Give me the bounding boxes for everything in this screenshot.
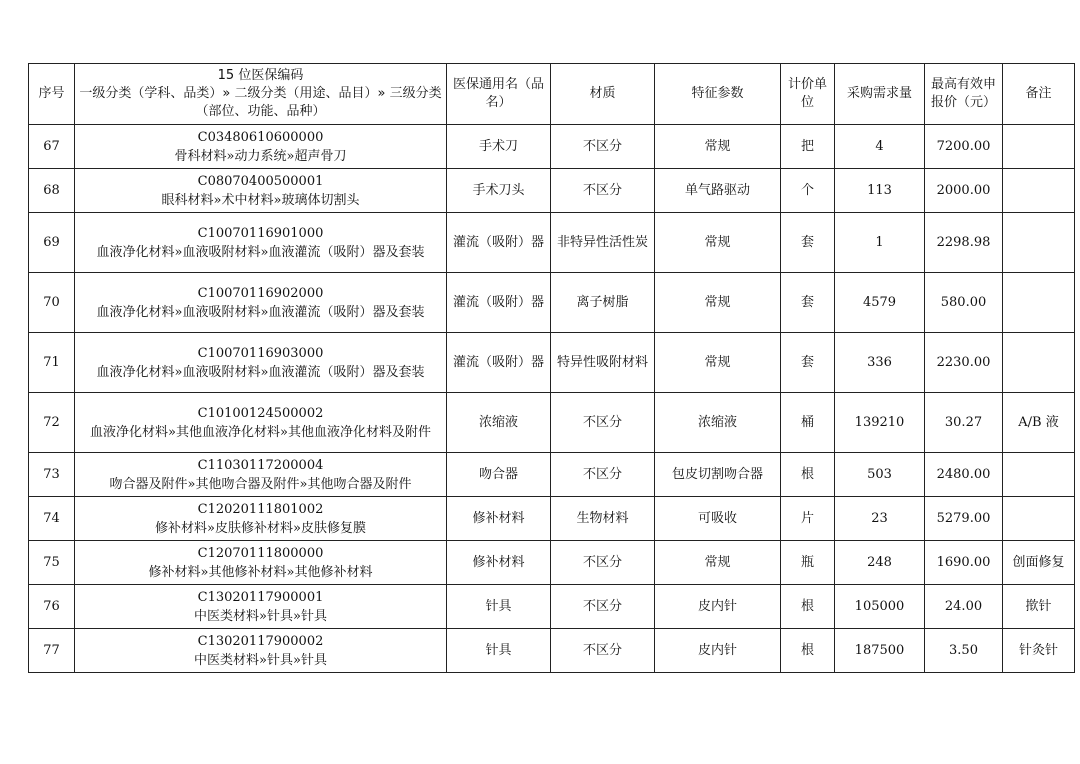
header-code-classification: 一级分类（学科、品类）» 二级分类（用途、品目）» 三级分类（部位、功能、品种） — [79, 86, 442, 119]
code-value: C10100124500002 — [197, 405, 324, 421]
cell-price: 1690.00 — [925, 541, 1003, 585]
cell-qty: 4579 — [835, 273, 925, 333]
classification-path: 修补材料»皮肤修补材料»皮肤修复膜 — [155, 520, 366, 536]
cell-qty: 105000 — [835, 585, 925, 629]
cell-note: 针灸针 — [1003, 629, 1075, 673]
classification-path: 血液净化材料»血液吸附材料»血液灌流（吸附）器及套装 — [96, 364, 425, 380]
cell-name: 灌流（吸附）器 — [447, 213, 551, 273]
cell-feature: 皮内针 — [655, 585, 781, 629]
header-unit: 计价单位 — [781, 64, 835, 125]
table-header — [29, 64, 1075, 125]
table-row — [29, 585, 1075, 629]
cell-qty: 4 — [835, 125, 925, 169]
cell-code — [75, 585, 447, 629]
cell-price: 2000.00 — [925, 169, 1003, 213]
cell-price: 5279.00 — [925, 497, 1003, 541]
cell-material: 不区分 — [551, 629, 655, 673]
cell-note — [1003, 213, 1075, 273]
cell-name: 灌流（吸附）器 — [447, 273, 551, 333]
code-value: C10070116903000 — [197, 345, 324, 361]
cell-note — [1003, 497, 1075, 541]
cell-material: 生物材料 — [551, 497, 655, 541]
cell-code — [75, 497, 447, 541]
cell-name: 灌流（吸附）器 — [447, 333, 551, 393]
cell-seq: 67 — [29, 125, 75, 169]
cell-qty: 336 — [835, 333, 925, 393]
cell-unit: 根 — [781, 453, 835, 497]
cell-feature: 包皮切割吻合器 — [655, 453, 781, 497]
cell-feature: 常规 — [655, 125, 781, 169]
cell-unit: 套 — [781, 333, 835, 393]
cell-note: 创面修复 — [1003, 541, 1075, 585]
cell-seq: 74 — [29, 497, 75, 541]
classification-path: 骨科材料»动力系统»超声骨刀 — [174, 148, 347, 164]
cell-qty: 248 — [835, 541, 925, 585]
table-row — [29, 393, 1075, 453]
cell-seq: 68 — [29, 169, 75, 213]
cell-price: 3.50 — [925, 629, 1003, 673]
cell-material: 不区分 — [551, 393, 655, 453]
cell-note — [1003, 333, 1075, 393]
cell-price: 30.27 — [925, 393, 1003, 453]
cell-material: 不区分 — [551, 585, 655, 629]
cell-code — [75, 453, 447, 497]
header-seq: 序号 — [29, 64, 75, 125]
classification-path: 中医类材料»针具»针具 — [194, 652, 327, 668]
cell-code — [75, 393, 447, 453]
code-value: C13020117900002 — [197, 633, 324, 649]
table-row — [29, 125, 1075, 169]
table-body — [29, 125, 1075, 673]
cell-code — [75, 169, 447, 213]
cell-unit: 套 — [781, 213, 835, 273]
code-value: C12020111801002 — [197, 501, 324, 517]
classification-path: 吻合器及附件»其他吻合器及附件»其他吻合器及附件 — [109, 476, 412, 492]
cell-material: 不区分 — [551, 453, 655, 497]
cell-price: 2298.98 — [925, 213, 1003, 273]
cell-code — [75, 541, 447, 585]
classification-path: 修补材料»其他修补材料»其他修补材料 — [148, 564, 373, 580]
code-value: C03480610600000 — [197, 129, 324, 145]
cell-feature: 浓缩液 — [655, 393, 781, 453]
header-code-title: 15 位医保编码 — [217, 68, 304, 83]
code-value: C11030117200004 — [197, 457, 324, 473]
code-value: C12070111800000 — [197, 545, 324, 561]
cell-qty: 503 — [835, 453, 925, 497]
cell-price: 580.00 — [925, 273, 1003, 333]
cell-seq: 69 — [29, 213, 75, 273]
cell-note — [1003, 125, 1075, 169]
cell-seq: 71 — [29, 333, 75, 393]
header-quantity: 采购需求量 — [835, 64, 925, 125]
cell-code — [75, 213, 447, 273]
header-max-price: 最高有效申报价（元） — [925, 64, 1003, 125]
cell-code — [75, 629, 447, 673]
cell-feature: 常规 — [655, 541, 781, 585]
table-row — [29, 333, 1075, 393]
classification-path: 眼科材料»术中材料»玻璃体切割头 — [161, 192, 360, 208]
cell-seq: 73 — [29, 453, 75, 497]
cell-unit: 片 — [781, 497, 835, 541]
cell-material: 离子树脂 — [551, 273, 655, 333]
table-row — [29, 541, 1075, 585]
cell-price: 7200.00 — [925, 125, 1003, 169]
cell-qty: 1 — [835, 213, 925, 273]
table-row — [29, 453, 1075, 497]
cell-name: 手术刀头 — [447, 169, 551, 213]
cell-unit: 桶 — [781, 393, 835, 453]
classification-path: 中医类材料»针具»针具 — [194, 608, 327, 624]
cell-material: 不区分 — [551, 125, 655, 169]
cell-note: A/B 液 — [1003, 393, 1075, 453]
cell-feature: 常规 — [655, 213, 781, 273]
cell-unit: 把 — [781, 125, 835, 169]
cell-seq: 77 — [29, 629, 75, 673]
cell-feature: 可吸收 — [655, 497, 781, 541]
header-note: 备注 — [1003, 64, 1075, 125]
cell-material: 不区分 — [551, 541, 655, 585]
cell-name: 针具 — [447, 585, 551, 629]
table-row — [29, 273, 1075, 333]
cell-unit: 根 — [781, 629, 835, 673]
cell-code — [75, 333, 447, 393]
cell-price: 2480.00 — [925, 453, 1003, 497]
cell-qty: 113 — [835, 169, 925, 213]
cell-material: 特异性吸附材料 — [551, 333, 655, 393]
code-value: C10070116901000 — [197, 225, 324, 241]
cell-price: 2230.00 — [925, 333, 1003, 393]
cell-seq: 75 — [29, 541, 75, 585]
cell-name: 浓缩液 — [447, 393, 551, 453]
cell-note — [1003, 169, 1075, 213]
cell-material: 不区分 — [551, 169, 655, 213]
procurement-table — [28, 63, 1075, 673]
cell-qty: 139210 — [835, 393, 925, 453]
cell-name: 手术刀 — [447, 125, 551, 169]
cell-seq: 72 — [29, 393, 75, 453]
cell-note: 揿针 — [1003, 585, 1075, 629]
cell-material: 非特异性活性炭 — [551, 213, 655, 273]
cell-unit: 瓶 — [781, 541, 835, 585]
cell-unit: 套 — [781, 273, 835, 333]
cell-code — [75, 273, 447, 333]
cell-name: 修补材料 — [447, 541, 551, 585]
header-row — [29, 64, 1075, 125]
cell-note — [1003, 273, 1075, 333]
cell-code — [75, 125, 447, 169]
code-value: C10070116902000 — [197, 285, 324, 301]
classification-path: 血液净化材料»血液吸附材料»血液灌流（吸附）器及套装 — [96, 304, 425, 320]
table-row — [29, 169, 1075, 213]
header-material: 材质 — [551, 64, 655, 125]
table-row — [29, 629, 1075, 673]
code-value: C13020117900001 — [197, 589, 324, 605]
cell-price: 24.00 — [925, 585, 1003, 629]
classification-path: 血液净化材料»血液吸附材料»血液灌流（吸附）器及套装 — [96, 244, 425, 260]
cell-name: 修补材料 — [447, 497, 551, 541]
header-generic-name: 医保通用名（品名） — [447, 64, 551, 125]
cell-seq: 76 — [29, 585, 75, 629]
cell-name: 吻合器 — [447, 453, 551, 497]
cell-unit: 根 — [781, 585, 835, 629]
cell-feature: 常规 — [655, 333, 781, 393]
cell-qty: 187500 — [835, 629, 925, 673]
header-code — [75, 64, 447, 125]
cell-note — [1003, 453, 1075, 497]
cell-feature: 皮内针 — [655, 629, 781, 673]
cell-seq: 70 — [29, 273, 75, 333]
header-features: 特征参数 — [655, 64, 781, 125]
cell-unit: 个 — [781, 169, 835, 213]
table-row — [29, 213, 1075, 273]
code-value: C08070400500001 — [197, 173, 324, 189]
cell-feature: 常规 — [655, 273, 781, 333]
table-row — [29, 497, 1075, 541]
cell-name: 针具 — [447, 629, 551, 673]
classification-path: 血液净化材料»其他血液净化材料»其他血液净化材料及附件 — [90, 424, 431, 440]
cell-qty: 23 — [835, 497, 925, 541]
cell-feature: 单气路驱动 — [655, 169, 781, 213]
